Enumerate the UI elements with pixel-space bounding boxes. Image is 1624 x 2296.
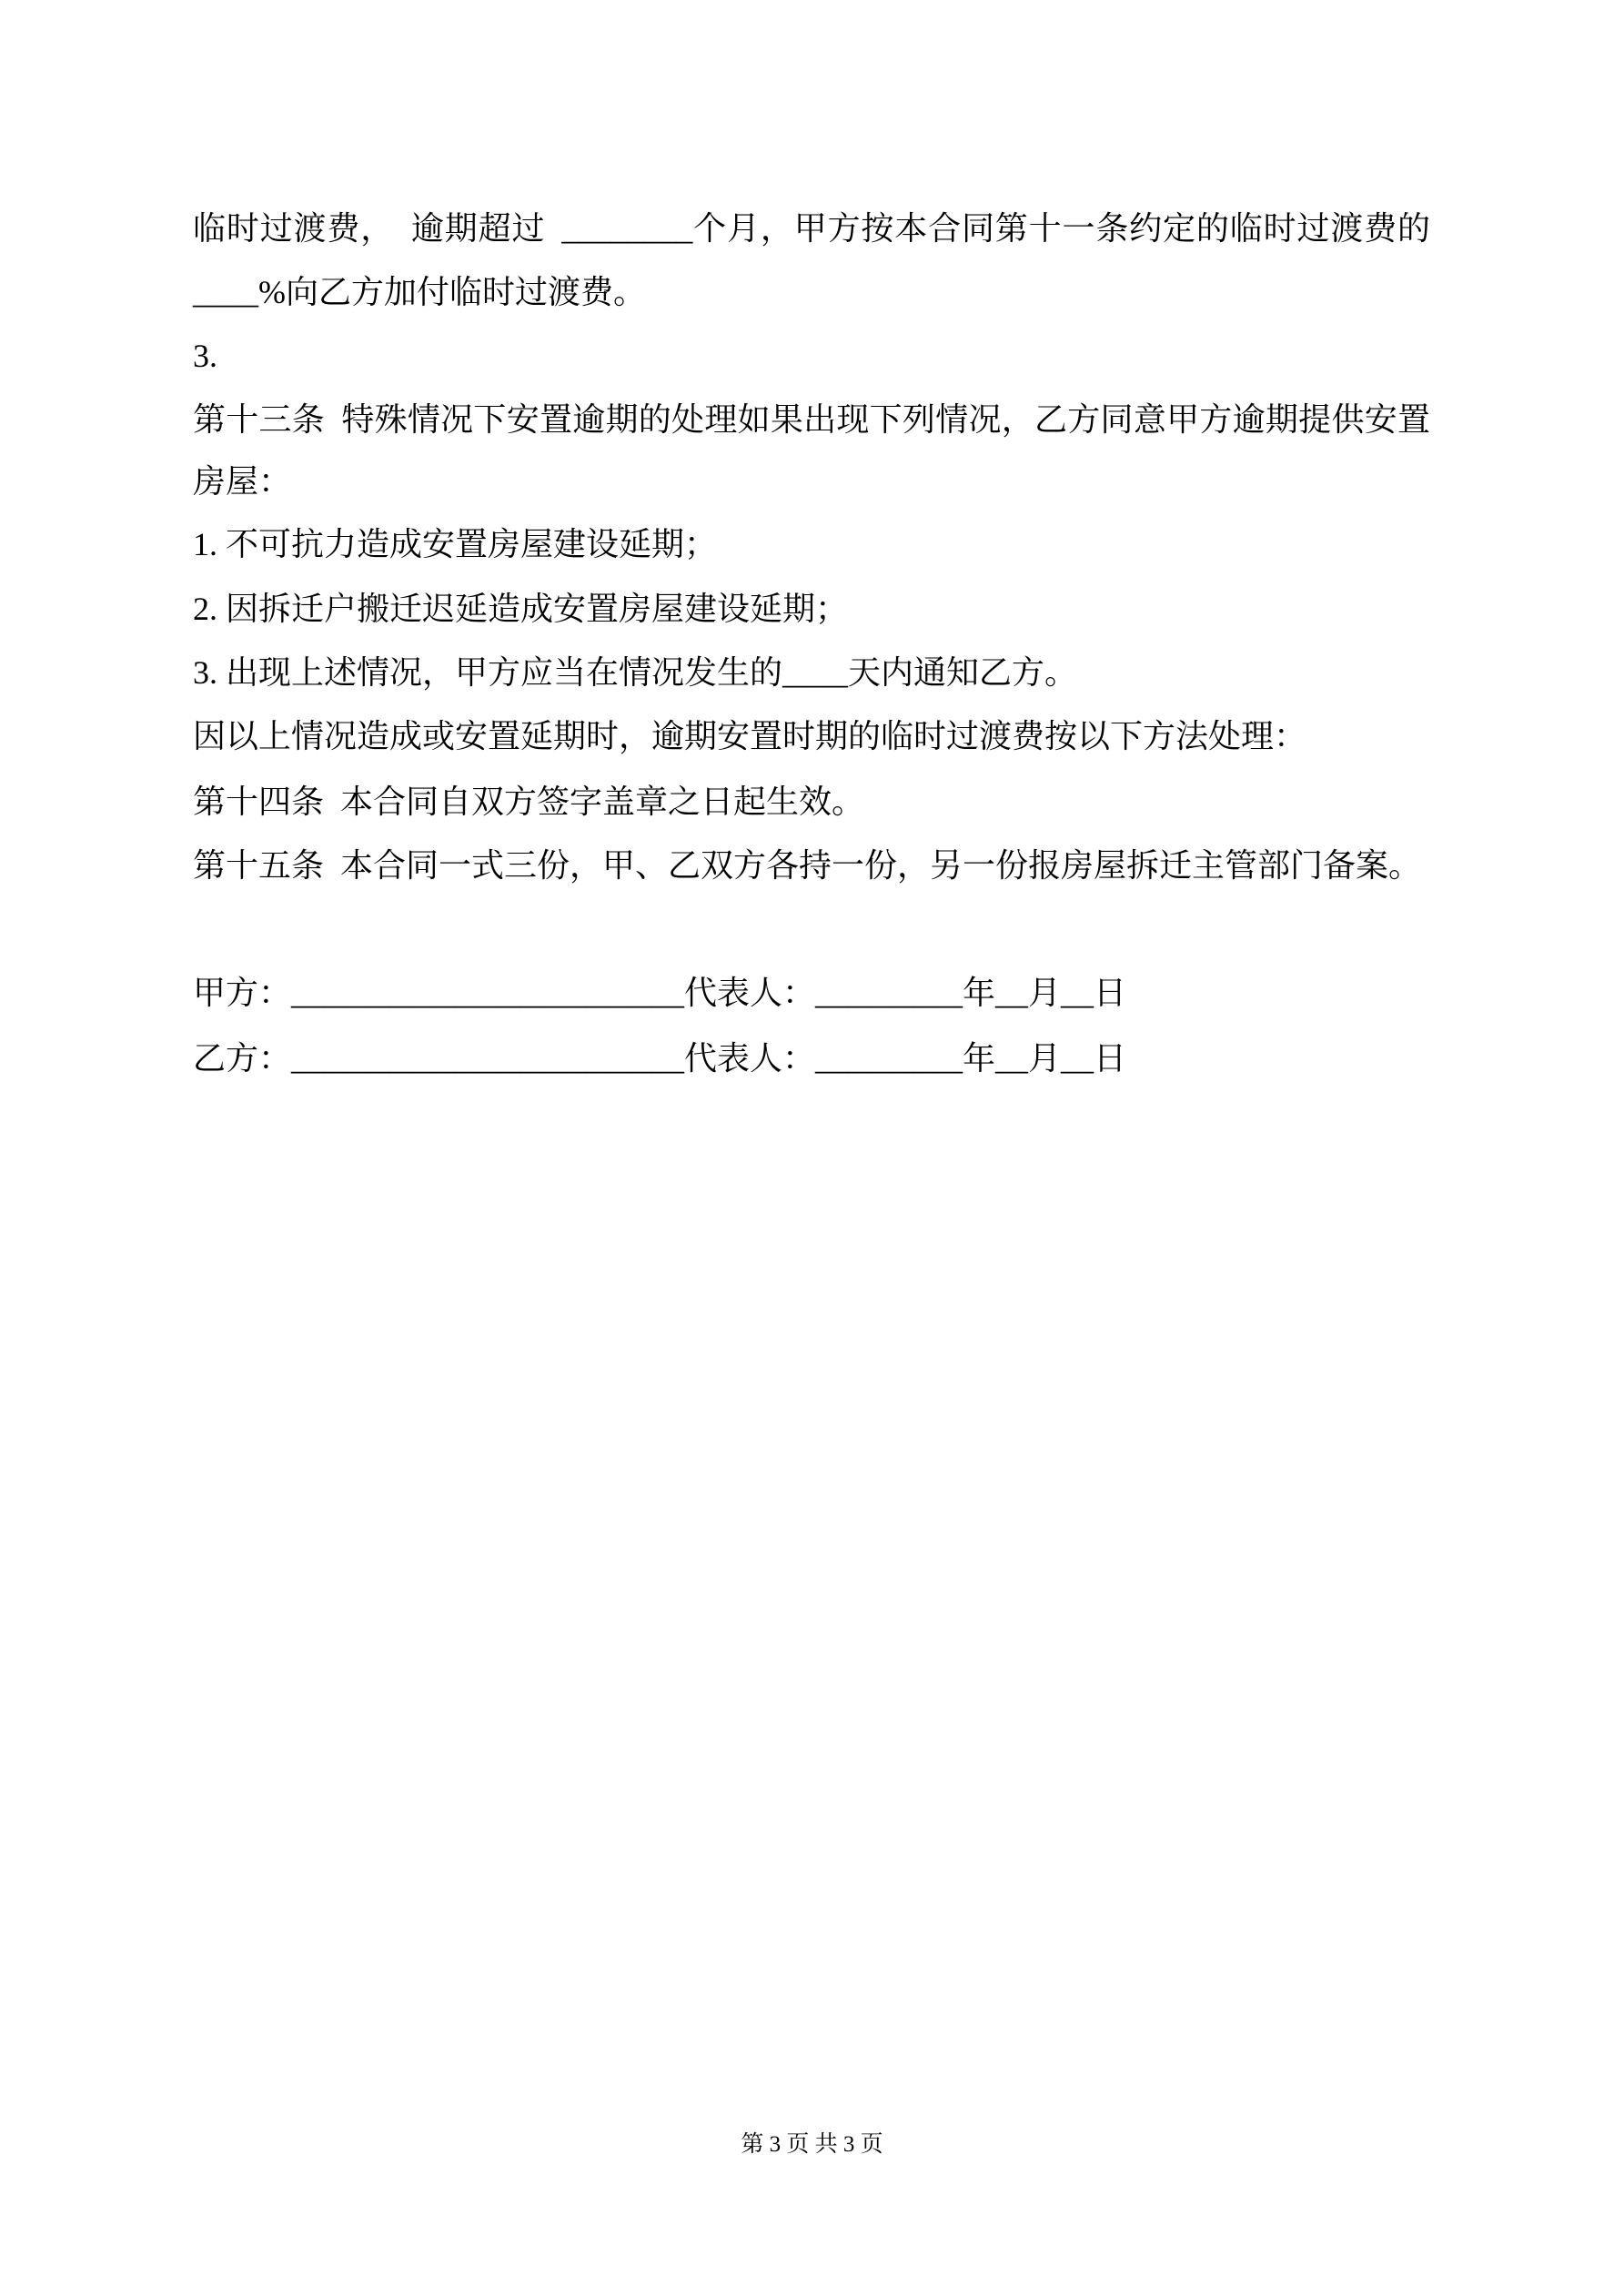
line-article-14: 第十四条 本合同自双方签字盖章之日起生效。 bbox=[193, 784, 865, 820]
line-article-13-continued: 房屋： bbox=[193, 463, 292, 500]
line-condition-2: 2. 因拆迁户搬迁迟延造成安置房屋建设延期； bbox=[193, 591, 849, 627]
line-condition-3: 3. 出现上述情况，甲方应当在情况发生的____天内通知乙方。 bbox=[193, 654, 1078, 691]
line-article-13-heading: 第十三条 特殊情况下安置逾期的处理如果出现下列情况，乙方同意甲方逾期提供安置 bbox=[193, 401, 1430, 438]
line-party-b-signature: 乙方：________________________代表人：_________年__月__日 bbox=[193, 1040, 1127, 1077]
line-handling-method: 因以上情况造成或安置延期时，逾期安置时期的临时过渡费按以下方法处理： bbox=[193, 718, 1307, 754]
line-condition-1: 1. 不可抗力造成安置房屋建设延期； bbox=[193, 526, 718, 562]
line-party-a-signature: 甲方：________________________代表人：_________年__月__日 bbox=[193, 975, 1127, 1011]
page-number: 第 3 页 共 3 页 bbox=[741, 2132, 883, 2157]
line-item-3-empty: 3. bbox=[193, 338, 217, 374]
line-overdue-fee-clause: 临时过渡费， 逾期超过 ________个月，甲方按本合同第十一条约定的临时过渡费的 bbox=[193, 210, 1430, 247]
line-article-15: 第十五条 本合同一式三份，甲、乙双方各持一份，另一份报房屋拆迁主管部门备案。 bbox=[193, 847, 1422, 884]
line-overdue-fee-percent: ____%向乙方加付临时过渡费。 bbox=[193, 274, 646, 310]
